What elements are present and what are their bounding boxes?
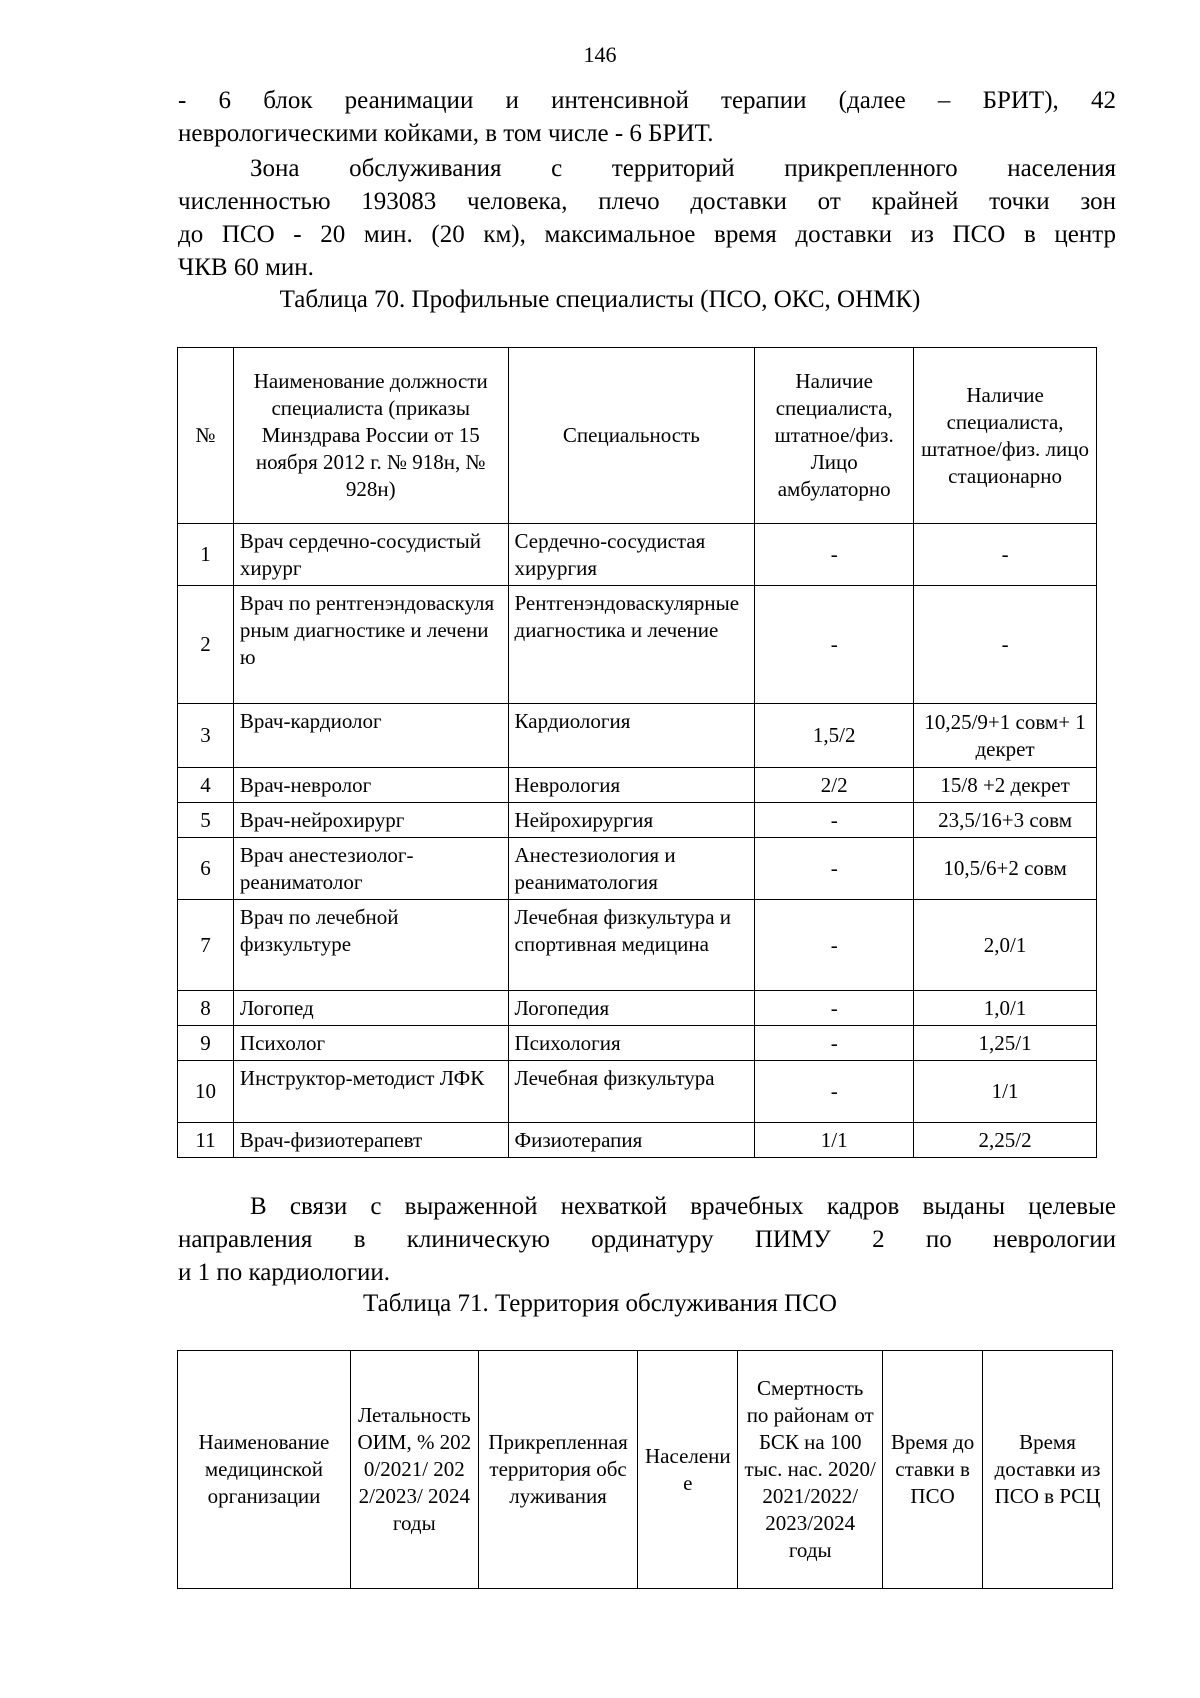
- intro-paragraph: [178, 84, 1116, 150]
- header-num: №: [178, 348, 234, 524]
- table-row: [178, 1026, 1097, 1061]
- header-inpatient: Наличие специалиста, штатное/физ. лицо стационарно: [914, 348, 1097, 524]
- row-num: 11: [178, 1123, 234, 1158]
- row-specialty: Логопедия: [508, 991, 755, 1026]
- row-inpatient: 2,25/2: [914, 1123, 1097, 1158]
- table-row: [178, 900, 1097, 991]
- table-row: [178, 524, 1097, 586]
- header-delivery-pso: Время доставки в ПСО: [883, 1351, 983, 1589]
- row-inpatient: -: [914, 586, 1097, 704]
- row-num: 10: [178, 1061, 234, 1123]
- row-num: 5: [178, 803, 234, 838]
- row-ambulatory: 2/2: [755, 768, 914, 803]
- row-num: 7: [178, 900, 234, 991]
- table-row: [178, 768, 1097, 803]
- specialists-table: [177, 347, 1097, 1158]
- intro-line: - 6 блок реанимации и интенсивной терапии (далее – БРИТ), 42: [178, 87, 1116, 114]
- row-inpatient: 15/8 +2 декрет: [914, 768, 1097, 803]
- row-position: Врач-кардиолог: [233, 704, 508, 768]
- row-ambulatory: -: [755, 900, 914, 991]
- row-ambulatory: -: [755, 803, 914, 838]
- row-position: Инструктор-методист ЛФК: [233, 1061, 508, 1123]
- row-inpatient: 10,5/6+2 совм: [914, 838, 1097, 900]
- territory-table: [177, 1350, 1113, 1589]
- row-num: 9: [178, 1026, 234, 1061]
- row-position: Врач-нейрохирург: [233, 803, 508, 838]
- row-position: Психолог: [233, 1026, 508, 1061]
- row-specialty: Анестезиология и реаниматология: [508, 838, 755, 900]
- row-inpatient: 2,0/1: [914, 900, 1097, 991]
- row-inpatient: 1/1: [914, 1061, 1097, 1123]
- table-header-row: [178, 1351, 1113, 1589]
- row-num: 4: [178, 768, 234, 803]
- row-position: Врач по рентгенэндоваскулярным диагностике и лечению: [233, 586, 508, 704]
- zone-line: численностью 193083 человека, плечо доставки от крайней точки зон: [178, 188, 1116, 215]
- zone-line: ЧКВ 60 мин.: [178, 254, 314, 281]
- shortage-line: В связи с выраженной нехваткой врачебных кадров выданы целевые: [250, 1193, 1116, 1220]
- header-delivery-rsc: Время доставки из ПСО в РСЦ: [983, 1351, 1113, 1589]
- row-position: Логопед: [233, 991, 508, 1026]
- header-specialty: Специальность: [508, 348, 755, 524]
- row-ambulatory: -: [755, 991, 914, 1026]
- header-territory: Прикрепленная территория обслуживания: [478, 1351, 638, 1589]
- row-specialty: Физиотерапия: [508, 1123, 755, 1158]
- header-org: Наименование медицинской организации: [178, 1351, 351, 1589]
- row-num: 6: [178, 838, 234, 900]
- row-ambulatory: 1,5/2: [755, 704, 914, 768]
- row-inpatient: 23,5/16+3 совм: [914, 803, 1097, 838]
- row-num: 1: [178, 524, 234, 586]
- row-specialty: Лечебная физкультура: [508, 1061, 755, 1123]
- row-specialty: Неврология: [508, 768, 755, 803]
- row-inpatient: 1,0/1: [914, 991, 1097, 1026]
- table-row: [178, 704, 1097, 768]
- zone-line: Зона обслуживания с территорий прикрепленного населения: [250, 155, 1116, 182]
- row-specialty: Психология: [508, 1026, 755, 1061]
- page-number: 146: [583, 42, 617, 67]
- row-position: Врач сердечно-сосудистый хирург: [233, 524, 508, 586]
- intro-line: неврологическими койками, в том числе - 6 БРИТ.: [178, 120, 714, 147]
- header-population: Население: [638, 1351, 738, 1589]
- row-position: Врач по лечебной физкультуре: [233, 900, 508, 991]
- shortage-line: и 1 по кардиологии.: [178, 1259, 391, 1286]
- row-specialty: Нейрохирургия: [508, 803, 755, 838]
- row-num: 3: [178, 704, 234, 768]
- row-num: 8: [178, 991, 234, 1026]
- row-ambulatory: 1/1: [755, 1123, 914, 1158]
- row-ambulatory: -: [755, 524, 914, 586]
- table-header-row: [178, 348, 1097, 524]
- row-inpatient: 1,25/1: [914, 1026, 1097, 1061]
- row-position: Врач-невролог: [233, 768, 508, 803]
- row-inpatient: -: [914, 524, 1097, 586]
- header-lethality: Летальность ОИМ, % 2020/2021/ 2022/2023/ 2024 годы: [350, 1351, 478, 1589]
- table71-caption: Таблица 71. Территория обслуживания ПСО: [363, 1290, 837, 1317]
- row-ambulatory: -: [755, 838, 914, 900]
- table-row: [178, 803, 1097, 838]
- table70-caption: Таблица 70. Профильные специалисты (ПСО, ОКС, ОНМК): [279, 286, 921, 313]
- table-row: [178, 991, 1097, 1026]
- zone-line: до ПСО - 20 мин. (20 км), максимальное время доставки из ПСО в центр: [178, 221, 1116, 248]
- row-position: Врач анестезиолог-реаниматолог: [233, 838, 508, 900]
- row-specialty: Кардиология: [508, 704, 755, 768]
- table-row: [178, 838, 1097, 900]
- zone-paragraph: [178, 152, 1116, 284]
- shortage-paragraph: [178, 1190, 1116, 1289]
- table-row: [178, 1123, 1097, 1158]
- row-specialty: Лечебная физкультура и спортивная медицина: [508, 900, 755, 991]
- table-row: [178, 586, 1097, 704]
- row-position: Врач-физиотерапевт: [233, 1123, 508, 1158]
- header-ambulatory: Наличие специалиста, штатное/физ. Лицо амбулаторно: [755, 348, 914, 524]
- row-ambulatory: -: [755, 1026, 914, 1061]
- row-specialty: Сердечно-сосудистая хирургия: [508, 524, 755, 586]
- shortage-line: направления в клиническую ординатуру ПИМУ 2 по неврологии: [178, 1226, 1116, 1253]
- header-position: Наименование должности специалиста (приказы Минздрава России от 15 ноября 2012 г. № 918н, № 928н): [233, 348, 508, 524]
- row-ambulatory: -: [755, 1061, 914, 1123]
- row-specialty: Рентгенэндоваскулярные диагностика и лечение: [508, 586, 755, 704]
- row-inpatient: 10,25/9+1 совм+ 1 декрет: [914, 704, 1097, 768]
- table-row: [178, 1061, 1097, 1123]
- header-mortality: Смертность по районам от БСК на 100 тыс. нас. 2020/ 2021/2022/ 2023/2024 годы: [738, 1351, 883, 1589]
- row-ambulatory: -: [755, 586, 914, 704]
- row-num: 2: [178, 586, 234, 704]
